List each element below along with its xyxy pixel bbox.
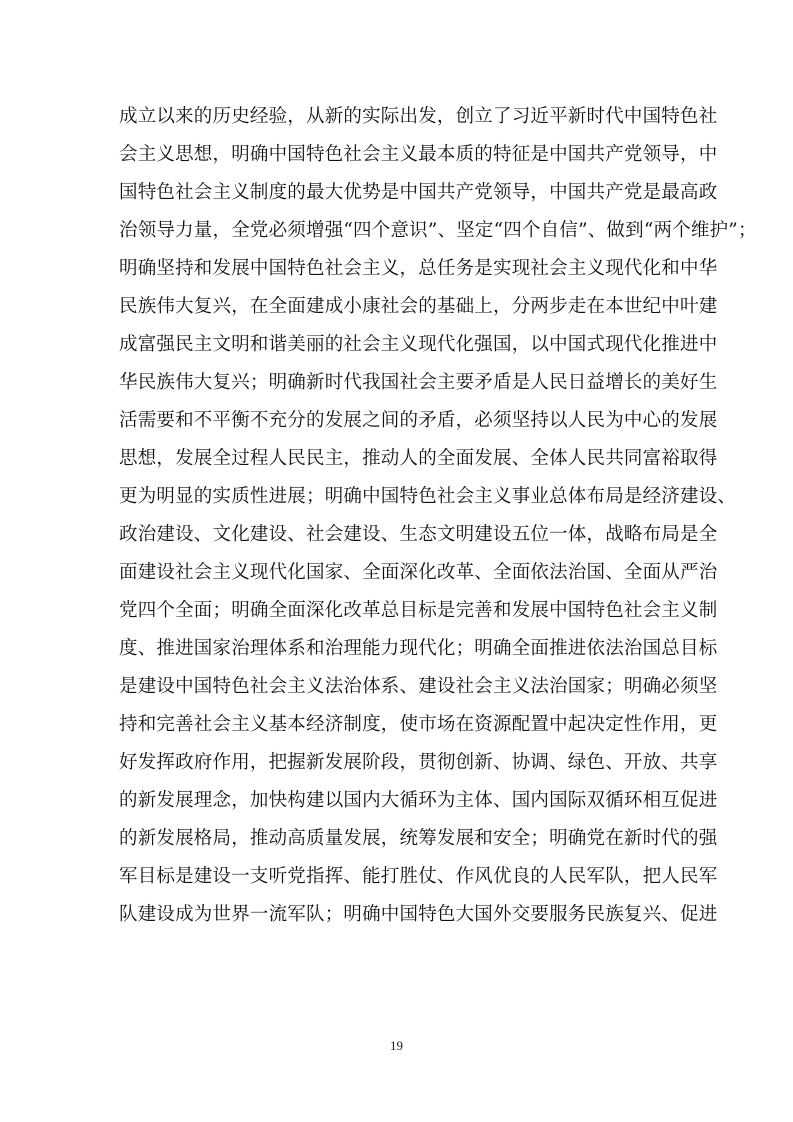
text-line: 的新发展格局，推动高质量发展，统筹发展和安全；明确党在新时代的强	[119, 828, 718, 849]
text-line: 活需要和不平衡不充分的发展之间的矛盾，必须坚持以人民为中心的发展	[119, 410, 718, 431]
text-line: 民族伟大复兴，在全面建成小康社会的基础上，分两步走在本世纪中叶建	[119, 296, 718, 317]
text-line: 党四个全面；明确全面深化改革总目标是完善和发展中国特色社会主义制	[119, 600, 718, 621]
text-line: 是建设中国特色社会主义法治体系、建设社会主义法治国家；明确必须坚	[119, 676, 718, 697]
text-line: 思想，发展全过程人民民主，推动人的全面发展、全体人民共同富裕取得	[119, 448, 718, 469]
text-line: 队建设成为世界一流军队；明确中国特色大国外交要服务民族复兴、促进	[119, 904, 718, 925]
text-line: 好发挥政府作用，把握新发展阶段，贯彻创新、协调、绿色、开放、共享	[119, 752, 718, 773]
text-line: 成立以来的历史经验，从新的实际出发，创立了习近平新时代中国特色社	[119, 106, 718, 127]
text-line: 治领导力量，全党必须增强“四个意识”、坚定“四个自信”、做到“两个维护”；	[119, 220, 757, 241]
text-line: 度、推进国家治理体系和治理能力现代化；明确全面推进依法治国总目标	[119, 638, 718, 659]
text-line: 面建设社会主义现代化国家、全面深化改革、全面依法治国、全面从严治	[119, 562, 718, 583]
text-line: 会主义思想，明确中国特色社会主义最本质的特征是中国共产党领导，中	[119, 144, 718, 165]
text-line: 政治建设、文化建设、社会建设、生态文明建设五位一体，战略布局是全	[119, 524, 718, 545]
text-line: 华民族伟大复兴；明确新时代我国社会主要矛盾是人民日益增长的美好生	[119, 372, 718, 393]
text-line: 军目标是建设一支听党指挥、能打胜仗、作风优良的人民军队，把人民军	[119, 866, 718, 887]
text-line: 国特色社会主义制度的最大优势是中国共产党领导，中国共产党是最高政	[119, 182, 718, 203]
text-line: 成富强民主文明和谐美丽的社会主义现代化强国，以中国式现代化推进中	[119, 334, 718, 355]
text-line: 明确坚持和发展中国特色社会主义，总任务是实现社会主义现代化和中华	[119, 258, 718, 279]
text-line: 持和完善社会主义基本经济制度，使市场在资源配置中起决定性作用，更	[119, 714, 718, 735]
page-number: 19	[390, 1038, 403, 1053]
text-line: 更为明显的实质性进展；明确中国特色社会主义事业总体布局是经济建设、	[119, 486, 737, 507]
body-paragraph	[119, 98, 757, 934]
text-line: 的新发展理念，加快构建以国内大循环为主体、国内国际双循环相互促进	[119, 790, 718, 811]
